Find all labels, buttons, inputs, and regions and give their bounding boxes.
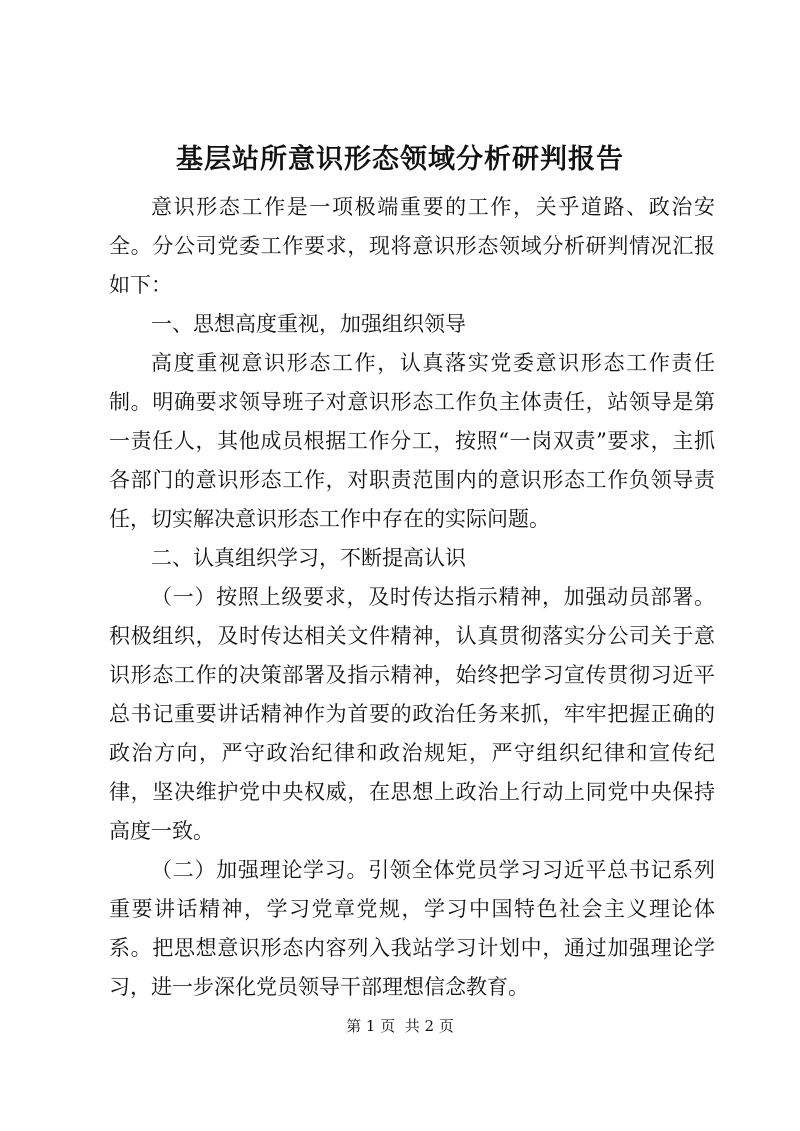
document-title: 基层站所意识形态领域分析研判报告 xyxy=(176,144,624,175)
paragraph-subsection-1: （一）按照上级要求，及时传达指示精神，加强动员部署。积极组织，及时传达相关文件精神，认真贯彻落实分公司关于意识形态工作的决策部署及指示精神，始终把学习宣传贯彻习近平总书记重要讲话精神作为首要的政治任务来抓，牢牢把握正确的政治方向，严守政治纪律和政治规矩，严守组织纪律和宣传纪律，坚决维护党中央权威，在思想上政治上行动上同党中央保持高度一致。 xyxy=(109,585,715,843)
page-number-label: 第 1 页 共 2 页 xyxy=(346,1017,454,1035)
paragraph-subsection-2: （二）加强理论学习。引领全体党员学习习近平总书记系列重要讲话精神，学习党章党规，学习中国特色社会主义理论体系。把思想意识形态内容列入我站学习计划中，通过加强理论学习，进一步深化党员领导干部理想信念教育。 xyxy=(109,858,715,999)
section-heading-2: 二、认真组织学习，不断提高认识 xyxy=(151,546,466,570)
section-heading-1: 一、思想高度重视，加强组织领导 xyxy=(151,312,466,336)
paragraph-intro: 意识形态工作是一项极端重要的工作，关乎道路、政治安全。分公司党委工作要求，现将意识形态领域分析研判情况汇报如下： xyxy=(109,195,715,297)
paragraph-leadership: 高度重视意识形态工作，认真落实党委意识形态工作责任制。明确要求领导班子对意识形态工作负主体责任，站领导是第一责任人，其他成员根据工作分工，按照“一岗双责”要求，主抓各部门的意识形态工作，对职责范围内的意识形态工作负领导责任，切实解决意识形态工作中存在的实际问题。 xyxy=(109,351,715,531)
page-footer xyxy=(0,1016,800,1036)
document-body xyxy=(109,188,715,1007)
